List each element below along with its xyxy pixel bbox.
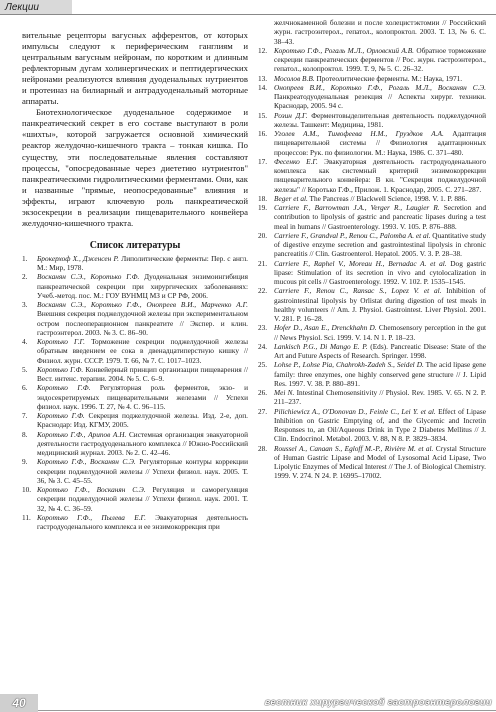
reference-authors: Фесенко Е.Г. — [274, 156, 318, 166]
reference-item — [258, 231, 486, 259]
reference-item — [258, 129, 486, 157]
page-footer — [0, 694, 496, 712]
reference-list-right — [258, 46, 486, 481]
reference-text: Crystal Structure of Human Gastric Lipase and Model of Lysosomal Acid Lipase, Two Lipolytic Enzymes of Medical Interest // The J. of Biological Chemistry. 1999. V. 274. N 24. P. 16995–17002. — [274, 443, 486, 481]
reference-number: 12. — [258, 45, 268, 55]
reference-number: 6. — [22, 383, 28, 393]
reference-number: 1. — [22, 253, 28, 263]
references-title: Список литературы — [89, 239, 181, 251]
reference-text: Дуоденальная энзимоингибиция панкреатической секреции при хирургических заболеваниях: Учеб.-метод. пос. М.: ГОУ ВУНМЦ МЗ и СР РФ, 2006. — [37, 272, 249, 300]
reference-text: Секреция поджелудочной железы. Изд. 2-е, доп. Краснодар: Изд. КГМУ, 2005. — [37, 411, 248, 430]
body-paragraph: вительные рецепторы вагусных афферентов, от которых импульсы следуют к периферическим ганглиям и центральным вагусным нейронам, по коротким и длинным рефлекторным дугам холинергических и пептидергических нейронами реализуются влияния дуоденальных нутриентов и протеиназ на билиарный и антрадуоденальный моторные аппараты. — [22, 30, 248, 107]
reference-item — [258, 360, 486, 388]
reference-item — [22, 337, 248, 365]
reference-item — [258, 323, 486, 342]
reference-item — [258, 46, 486, 74]
reference-item — [22, 272, 248, 300]
reference-authors: Hofer D., Asan E., Drenckhahn D. — [274, 323, 377, 333]
reference-number: 23. — [258, 323, 268, 333]
reference-item — [258, 203, 486, 231]
reference-text: Effect of Lipase Inhibition on Gastric Emptying of, and the Glycemic and Incretin Responses to, an Oil/Aqueous Drink in Type 2 Diabetes Mellitus // J. Clin. Endocrinol. Metabol. 2003. V. 88, N 8. P. 3829–3834. — [274, 406, 486, 444]
reference-number: 14. — [258, 82, 268, 92]
reference-item — [22, 365, 248, 384]
reference-authors: Pilichiewicz A., O'Donovan D., Feinle C., Lei Y. et al. — [274, 406, 436, 416]
reference-item — [258, 388, 486, 407]
reference-text: Ферментовыделительная деятельность поджелудочной железы. Ташкент: Медицина, 1981. — [274, 110, 487, 129]
reference-item — [22, 383, 248, 411]
reference-number: 27. — [258, 406, 268, 416]
reference-authors: Carriere F., Barrowman J.A., Verger R., Laugier R. — [274, 203, 440, 212]
body-paragraph: Биотехнологическое дуоденальное содержимое и панкреатический секрет в его составе выступают в роли «шихты», которой загружается основной химический реактор желудочно-кишечного тракта – тонкая кишка. По существу, эти последовательные явления составляют процессы, "опосредованные через диететию нутриентов" панкреатическими гидролитическими ферментами. Они, как и названные "прямые, неопосредованные" влияния и эффекты, играют ключевую роль панкреатической экзосекреции в реализации пищеварительного конвейера желудочно-кишечного тракта. — [22, 107, 248, 228]
reference-text: Chemosensory perception in the gut // News Physiol. Sci. 1999. V. 14. N 1. P. 18–23. — [274, 323, 486, 342]
reference-text: Dog gastric lipase: Stimulation of its secretion in vivo and cytolocalization in mucous pit cells // Gastroenterology. 1992. V. 102. P. 1535–1545. — [274, 258, 487, 286]
reference-authors: Коротько Г.Ф. — [37, 383, 91, 393]
reference-list-left — [22, 254, 248, 532]
reference-authors: Коротько Г.Ф., Восканян С.Э. — [37, 457, 136, 467]
reference-continuation: желчнокаменной болезни и после холецистэктомии // Российский журн. гастроэнтерол., гепатол., колопроктол. 2003. Т. 13, № 6. С. 38–43. — [274, 18, 486, 46]
reference-item — [22, 430, 248, 458]
reference-number: 10. — [22, 485, 32, 495]
reference-authors: Восканян С.Э., Коротько Г.Ф. — [37, 272, 140, 282]
reference-number: 16. — [258, 129, 268, 138]
reference-item — [258, 444, 486, 481]
reference-authors: Коротько Г.Ф., Восканян С.Э. — [37, 485, 146, 495]
reference-authors: Carriere F., Renou C., Ransac S., Lopez V. et al. — [274, 286, 442, 296]
reference-number: 4. — [22, 337, 28, 347]
reference-authors: Уголев А.М., Тимофеева Н.М., Груздков А.А. — [274, 129, 444, 138]
reference-item — [22, 457, 248, 485]
reference-item — [22, 254, 248, 273]
reference-text: Эвакуаторная деятельность гастродуоденального комплекса и ее энзимокоррекция при — [37, 512, 248, 532]
reference-text: (Eds). Pancreatic Disease: State of the Art and Future Aspects of Research. Springer. 1998. — [274, 341, 487, 360]
reference-text: Регуляция и саморегуляция секреции поджелудочной железы // Успехи физиол. наук. 2001. Т. 32, № 4. С. 36–59. — [37, 485, 248, 513]
reference-number: 19. — [258, 203, 268, 212]
footer-rule — [38, 710, 496, 711]
reference-number: 25. — [258, 360, 268, 370]
reference-authors: Коротько Г.Ф. — [37, 364, 84, 374]
reference-authors: Брокерхоф Х., Дженсен Р. — [37, 253, 120, 263]
reference-item — [258, 259, 486, 287]
reference-authors: Lankisch P.G., Di Mango E. P. — [274, 341, 368, 351]
header-rule — [72, 14, 496, 15]
reference-text: Эвакуаторная деятельность гастродуоденального комплекса как системный критерий энзимокоррекции пищеварительного конвейера: В кн. "Секреция поджелудочной железы" // Коротько Г.Ф., Прилож. 1. Краснодар, 2005. С. 271–287. — [274, 156, 486, 194]
reference-item — [258, 157, 486, 194]
reference-text: Quantitative study of digestive enzyme secretion and gastrointestinal lipolysis in chronic pancreatitis // Clin. Gastroenterol. Hepatol. 2005. V. 3. P. 28–38. — [274, 230, 487, 259]
reference-authors: Lohse P., Lohse Pia, Chahrokh-Zadeh S., Seidel D. — [274, 360, 424, 370]
section-label: Лекции — [0, 0, 72, 15]
reference-authors: Онопреев В.И., Коротько Г.Ф., Рогаль М.Л., Восканян С.Э. — [274, 82, 486, 92]
reference-authors: Коротько Г.Ф., Рогаль М.Л., Орловский А.В. — [274, 45, 414, 55]
reference-authors: Beger et al. — [274, 193, 308, 203]
reference-item — [258, 111, 486, 130]
reference-number: 22. — [258, 286, 268, 296]
reference-authors: Коротько Г.Ф., Пылева Е.Г. — [37, 512, 146, 522]
reference-number: 15. — [258, 110, 268, 120]
reference-item — [258, 407, 486, 444]
reference-authors: Розин Д.Г. — [274, 110, 308, 120]
reference-authors: Коротько Г.Ф., Арипов А.Н. — [37, 429, 127, 439]
reference-text: Inhibition of gastrointestinal lipolysis by Orlistat during digestion of test meals in healthy volunteers // Am. J. Physiol. Gastrointest. Liver Physiol. 2001. V. 281. P. 16–28. — [274, 286, 486, 323]
reference-text: Intestinal Chemosensitivity // Physiol. Rev. 1985. V. 65. N 2. P. 211–237. — [274, 388, 486, 407]
reference-authors: Roussel A., Canaan S., Egloff M.-P., Rivière M. et al. — [274, 443, 434, 453]
reference-text: Системная организация эвакуаторной деятельности гастродуоденального комплекса // Южно-Российский медицинский журнал. 2003. № 2. С. 42–46. — [37, 429, 248, 458]
reference-number: 24. — [258, 341, 268, 351]
reference-item — [22, 513, 248, 532]
left-column — [22, 30, 248, 531]
reference-item — [258, 194, 486, 203]
journal-title: вестник хирургической гастроэнтерологии — [264, 697, 492, 708]
reference-number: 13. — [258, 73, 268, 83]
reference-number: 28. — [258, 443, 268, 453]
reference-item — [258, 74, 486, 83]
reference-text: Обратное торможение секреции панкреатических ферментов // Рос. журн. гастроэнтерол., гепатол., колопроктол. 1999. Т. 9, № 5. С. 26–32. — [274, 45, 486, 74]
reference-authors: Mei N. — [274, 388, 295, 397]
reference-authors: Carriere F., Grandval P., Renou C., Palomba A. et al. — [274, 230, 431, 240]
reference-authors: Восканян С.Э., Коротько Г.Ф., Онопреев В.И., Марченко А.Г. — [37, 300, 248, 310]
reference-authors: Коротько Г.Ф. — [37, 411, 85, 421]
reference-text: Протеолитические ферменты. М.: Наука, 1971. — [314, 73, 463, 83]
right-column — [258, 18, 486, 481]
reference-item — [22, 411, 248, 430]
reference-number: 21. — [258, 258, 268, 268]
reference-text: Липолитические ферменты: Пер. с англ. М.: Мир, 1978. — [37, 253, 248, 273]
page-header — [0, 0, 496, 17]
reference-item — [258, 342, 486, 361]
reference-number: 2. — [22, 272, 28, 282]
reference-item — [258, 83, 486, 111]
reference-text: Регуляторные контуры коррекции секреции поджелудочной железы // Успехи физиол. наук. 2005. Т. 36, № 3. С. 45–55. — [37, 457, 248, 485]
reference-number: 26. — [258, 388, 268, 397]
reference-text: Торможение секреции поджелудочной железы обратным введением ее сока в двенадцатиперстную кишку // Физиол. журн. СССР. 1979. Т. 66, № 7. С. 1017–1023. — [37, 337, 248, 365]
reference-authors: Коротько Г.Г. — [37, 337, 85, 347]
reference-number: 7. — [22, 411, 28, 421]
reference-item — [22, 300, 248, 337]
reference-item — [22, 485, 248, 513]
reference-authors: Carriere F., Raphel V., Moreau H., Bernadac A. et al. — [274, 258, 447, 268]
page-number: 40 — [0, 694, 38, 712]
reference-number: 5. — [22, 364, 28, 374]
reference-text: The Pancreas // Blackwell Science, 1998. V. 1. P. 886. — [307, 193, 468, 203]
reference-number: 18. — [258, 193, 268, 203]
reference-text: The acid lipase gene family: three enzymes, one highly conserved gene structure // J. Lipid Res. 1997. V. 38. P. 880–891. — [274, 360, 486, 388]
reference-number: 8. — [22, 429, 28, 439]
reference-number: 17. — [258, 156, 268, 166]
reference-text: Панкреатодуоденальная резекция // Аспекты хирург. техники. Краснодар, 2005. 94 с. — [274, 92, 486, 111]
reference-number: 11. — [22, 512, 31, 522]
reference-text: Внешняя секреция поджелудочной железы при экспериментальном остром послеоперационном панкреатите // Экспер. и клин. гастроэнтерол. 2003. № 3. С. 86–90. — [37, 309, 248, 337]
reference-authors: Мосолов В.В. — [274, 73, 315, 83]
reference-number: 9. — [22, 457, 28, 467]
reference-text: Конвейерный принцип организации пищеварения // Вест. интенс. терапии. 2004. № 5. С. 6–9. — [37, 364, 248, 384]
reference-number: 3. — [22, 300, 28, 310]
reference-text: Регуляторная роль ферментов, экзо- и эндосекретируемых пищеварительными железами // Успехи физиол. наук. 1996. Т. 27, № 4. С. 96–115. — [37, 383, 248, 411]
reference-number: 20. — [258, 230, 268, 240]
reference-text: Secretion and contribution to lipolysis of gastric and pancreatic lipases during a test meal in humans // Gastroenterology. 1993. V. 105. P. 876–888. — [274, 203, 486, 231]
reference-text: Адаптация пищеварительной системы // Физиология адаптационных процессов: Рук. по физиологии. М.: Наука, 1986. С. 371–480. — [274, 129, 486, 157]
reference-item — [258, 286, 486, 323]
